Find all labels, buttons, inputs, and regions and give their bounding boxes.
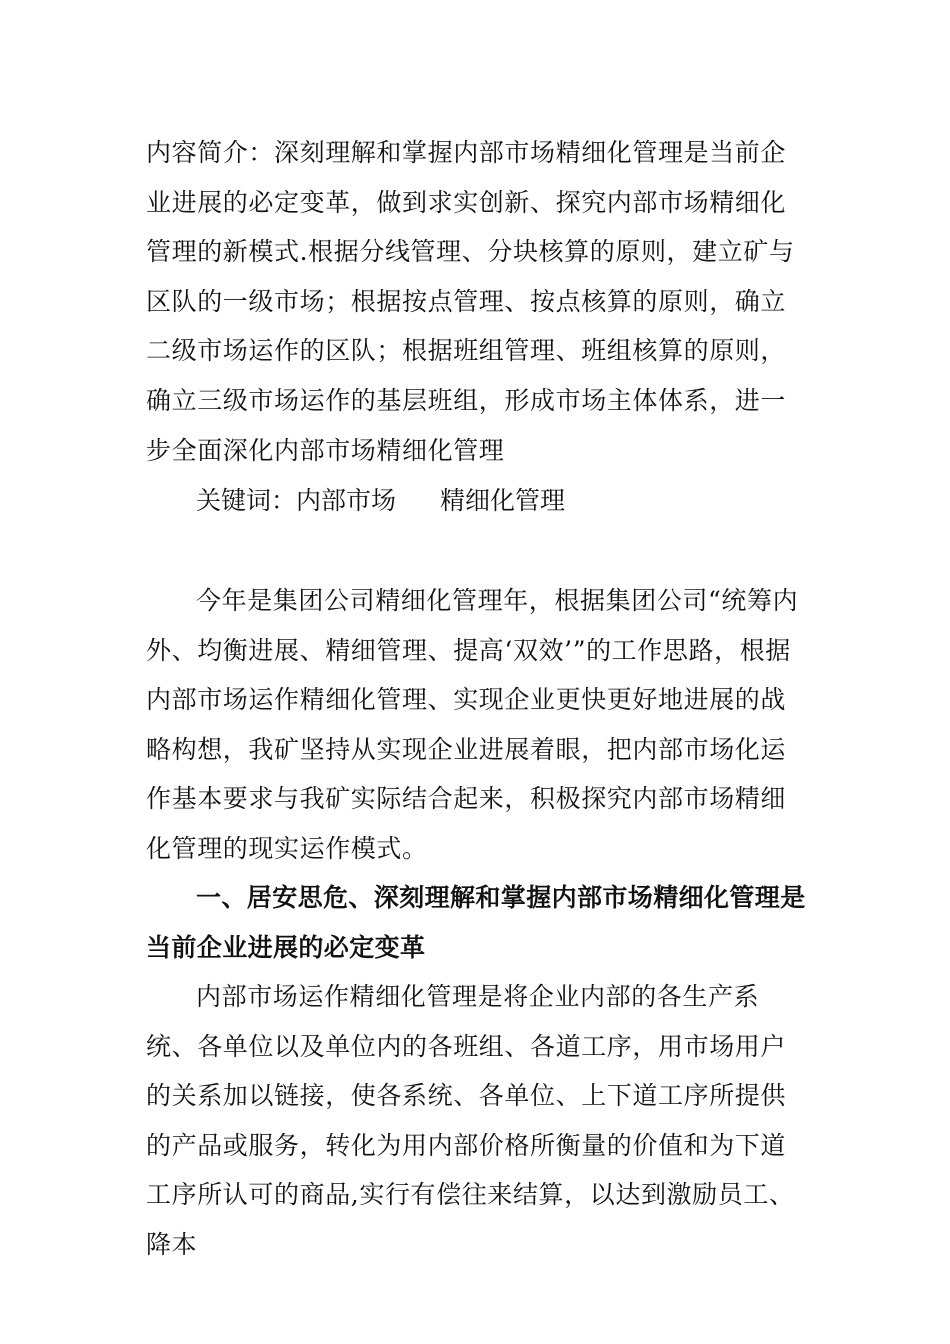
abstract-paragraph: 内容简介：深刻理解和掌握内部市场精细化管理是当前企业进展的必定变革，做到求实创新、探究内部市场精细化管理的新模式.根据分线管理、分块核算的原则，建立矿与区队的一级市场；根据按点管理、按点核算的原则，确立二级市场运作的区队；根据班组管理、班组核算的原则，确立三级市场运作的基层班组，形成市场主体体系，进一步全面深化内部市场精细化管理 (146, 138, 795, 465)
keyword-term: 内部市场 (296, 486, 397, 515)
section-1-heading: 一、居安思危、深刻理解和掌握内部市场精细化管理是当前企业进展的必定变革 (146, 883, 806, 962)
intro-paragraph: 今年是集团公司精细化管理年，根据集团公司“统筹内外、均衡进展、精细管理、提高‘双效’”的工作思路，根据内部市场运作精细化管理、实现企业更快更好地进展的战略构想，我矿坚持从实现企业进展着眼，把内部市场化运作基本要求与我矿实际结合起来，积极探究内部市场精细化管理的现实运作模式。 (146, 586, 799, 863)
keyword-term: 精细化管理 (440, 486, 566, 515)
keywords-line (196, 476, 565, 526)
keywords-label: 关键词： (196, 486, 297, 515)
section-1-paragraph: 内部市场运作精细化管理是将企业内部的各生产系统、各单位以及单位内的各班组、各道工序，用市场用户的关系加以链接，使各系统、各单位、上下道工序所提供的产品或服务，转化为用内部价格所衡量的价值和为下道工序所认可的商品,实行有偿往来结算，以达到激励员工、降本 (146, 982, 795, 1259)
